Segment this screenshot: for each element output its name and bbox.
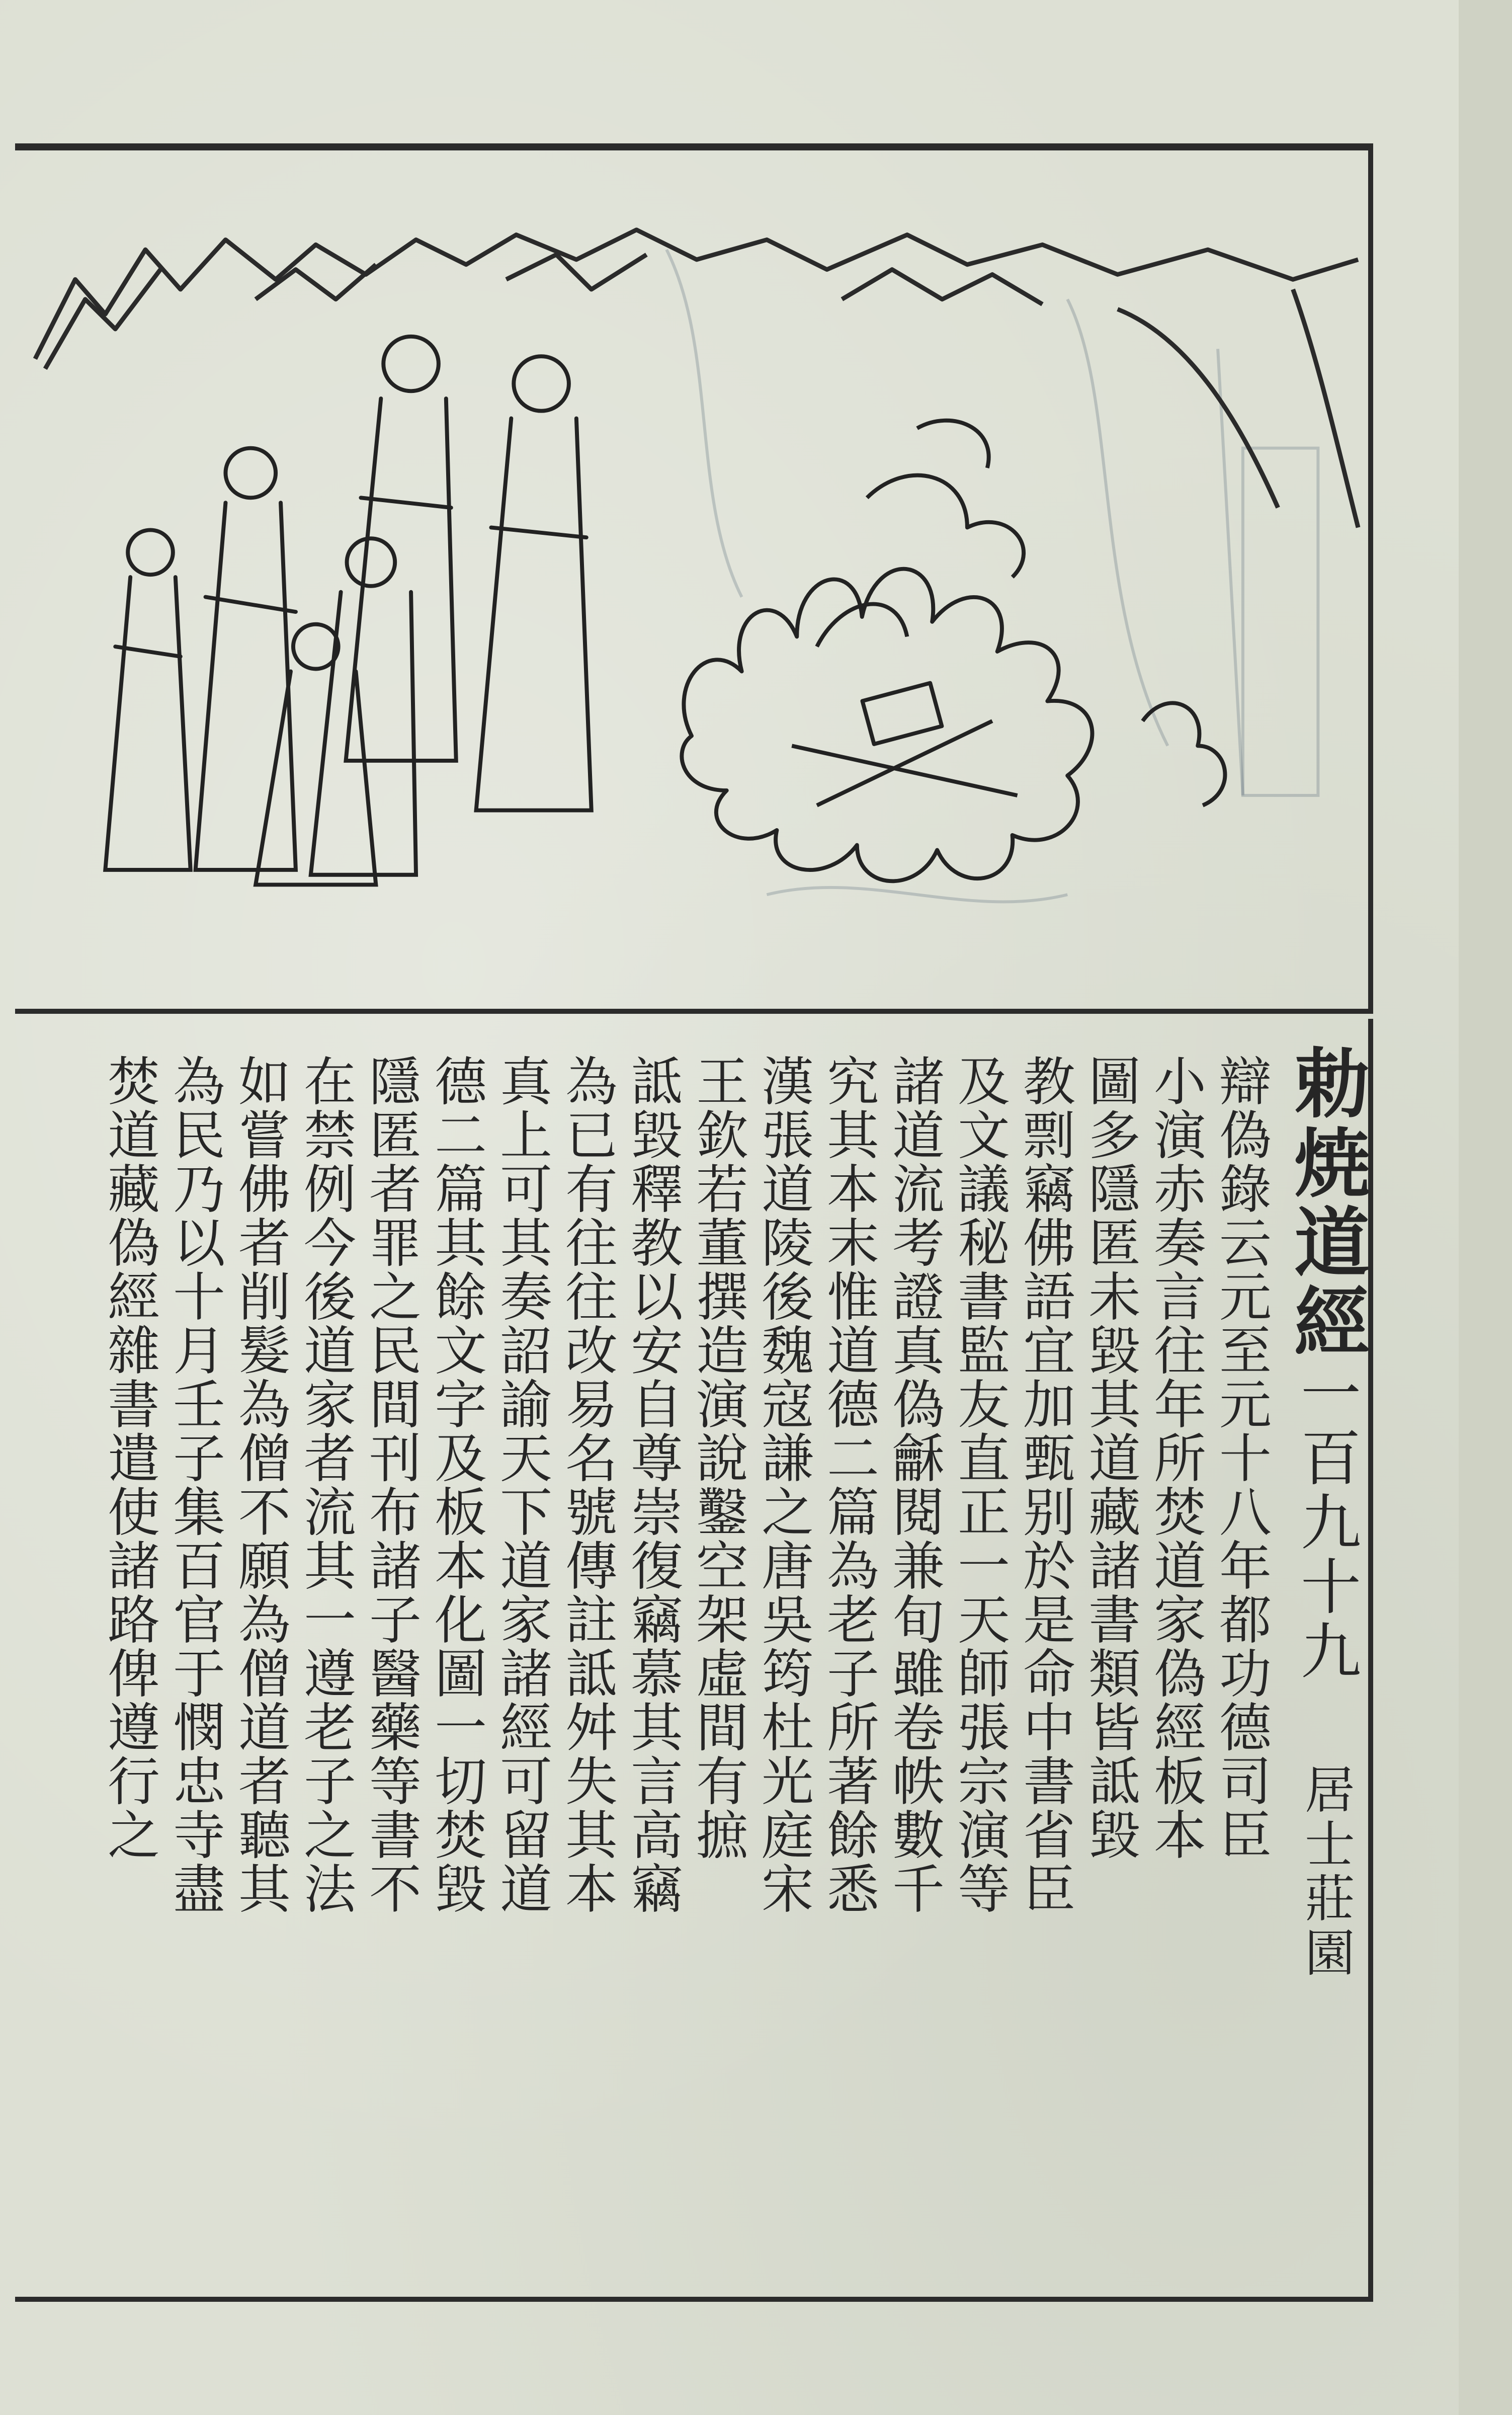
heading-number: 一百九十九 bbox=[1291, 1362, 1361, 1684]
text-column: 教剽竊佛語宜加甄别於是命中書省臣 bbox=[1014, 1054, 1075, 1915]
text-column: 詆毀釋教以安自尊崇復竊慕其言高竊 bbox=[622, 1054, 683, 1915]
text-column: 王欽若董撰造演說鑿空架虛間有摭 bbox=[687, 1054, 748, 1862]
text-column: 如嘗佛者削髮為僧不願為僧道者聽其 bbox=[229, 1054, 291, 1915]
text-column: 究其本末惟道德二篇為老子所著餘悉 bbox=[818, 1054, 879, 1915]
text-column: 為民乃以十月壬子集百官于憫忠寺盡 bbox=[164, 1054, 225, 1915]
text-column: 小演赤奏言往年所焚道家偽經板本 bbox=[1145, 1054, 1206, 1862]
printed-page-frame bbox=[15, 143, 1373, 2181]
text-column: 在禁例今後道家者流其一遵老子之法 bbox=[295, 1054, 356, 1915]
page-edge bbox=[1459, 0, 1512, 2415]
text-column: 隱匿者罪之民間刊布諸子醫藥等書不 bbox=[360, 1054, 422, 1915]
text-column: 及文議秘書監友直正一天師張宗演等 bbox=[949, 1054, 1010, 1915]
heading-stamp: 居士莊園 bbox=[1296, 1763, 1355, 1981]
text-column: 漢張道陵後魏寇謙之唐吳筠杜光庭宋 bbox=[752, 1054, 814, 1915]
text-column: 圖多隱匿未毀其道藏諸書類皆詆毀 bbox=[1079, 1054, 1141, 1862]
woodblock-illustration bbox=[15, 143, 1373, 1014]
page-heading bbox=[1281, 1044, 1370, 1981]
text-column: 德二篇其餘文字及板本化圖一切焚毀 bbox=[426, 1054, 487, 1915]
text-column: 諸道流考證真偽龢閱兼旬雖卷帙數千 bbox=[883, 1054, 945, 1915]
burning-scriptures-picture bbox=[15, 150, 1368, 1009]
heading-title: 勅焼道經 bbox=[1281, 1044, 1370, 1362]
text-column: 真上可其奏詔諭天下道家諸經可留道 bbox=[491, 1054, 552, 1915]
text-column: 辯偽錄云元至元十八年都功德司臣 bbox=[1210, 1054, 1272, 1862]
text-column: 焚道藏偽經雜書遣使諸路俾遵行之 bbox=[99, 1054, 160, 1862]
text-column: 為已有往往改易名號傳註詆舛失其本 bbox=[556, 1054, 618, 1915]
text-panel bbox=[15, 1019, 1373, 2302]
